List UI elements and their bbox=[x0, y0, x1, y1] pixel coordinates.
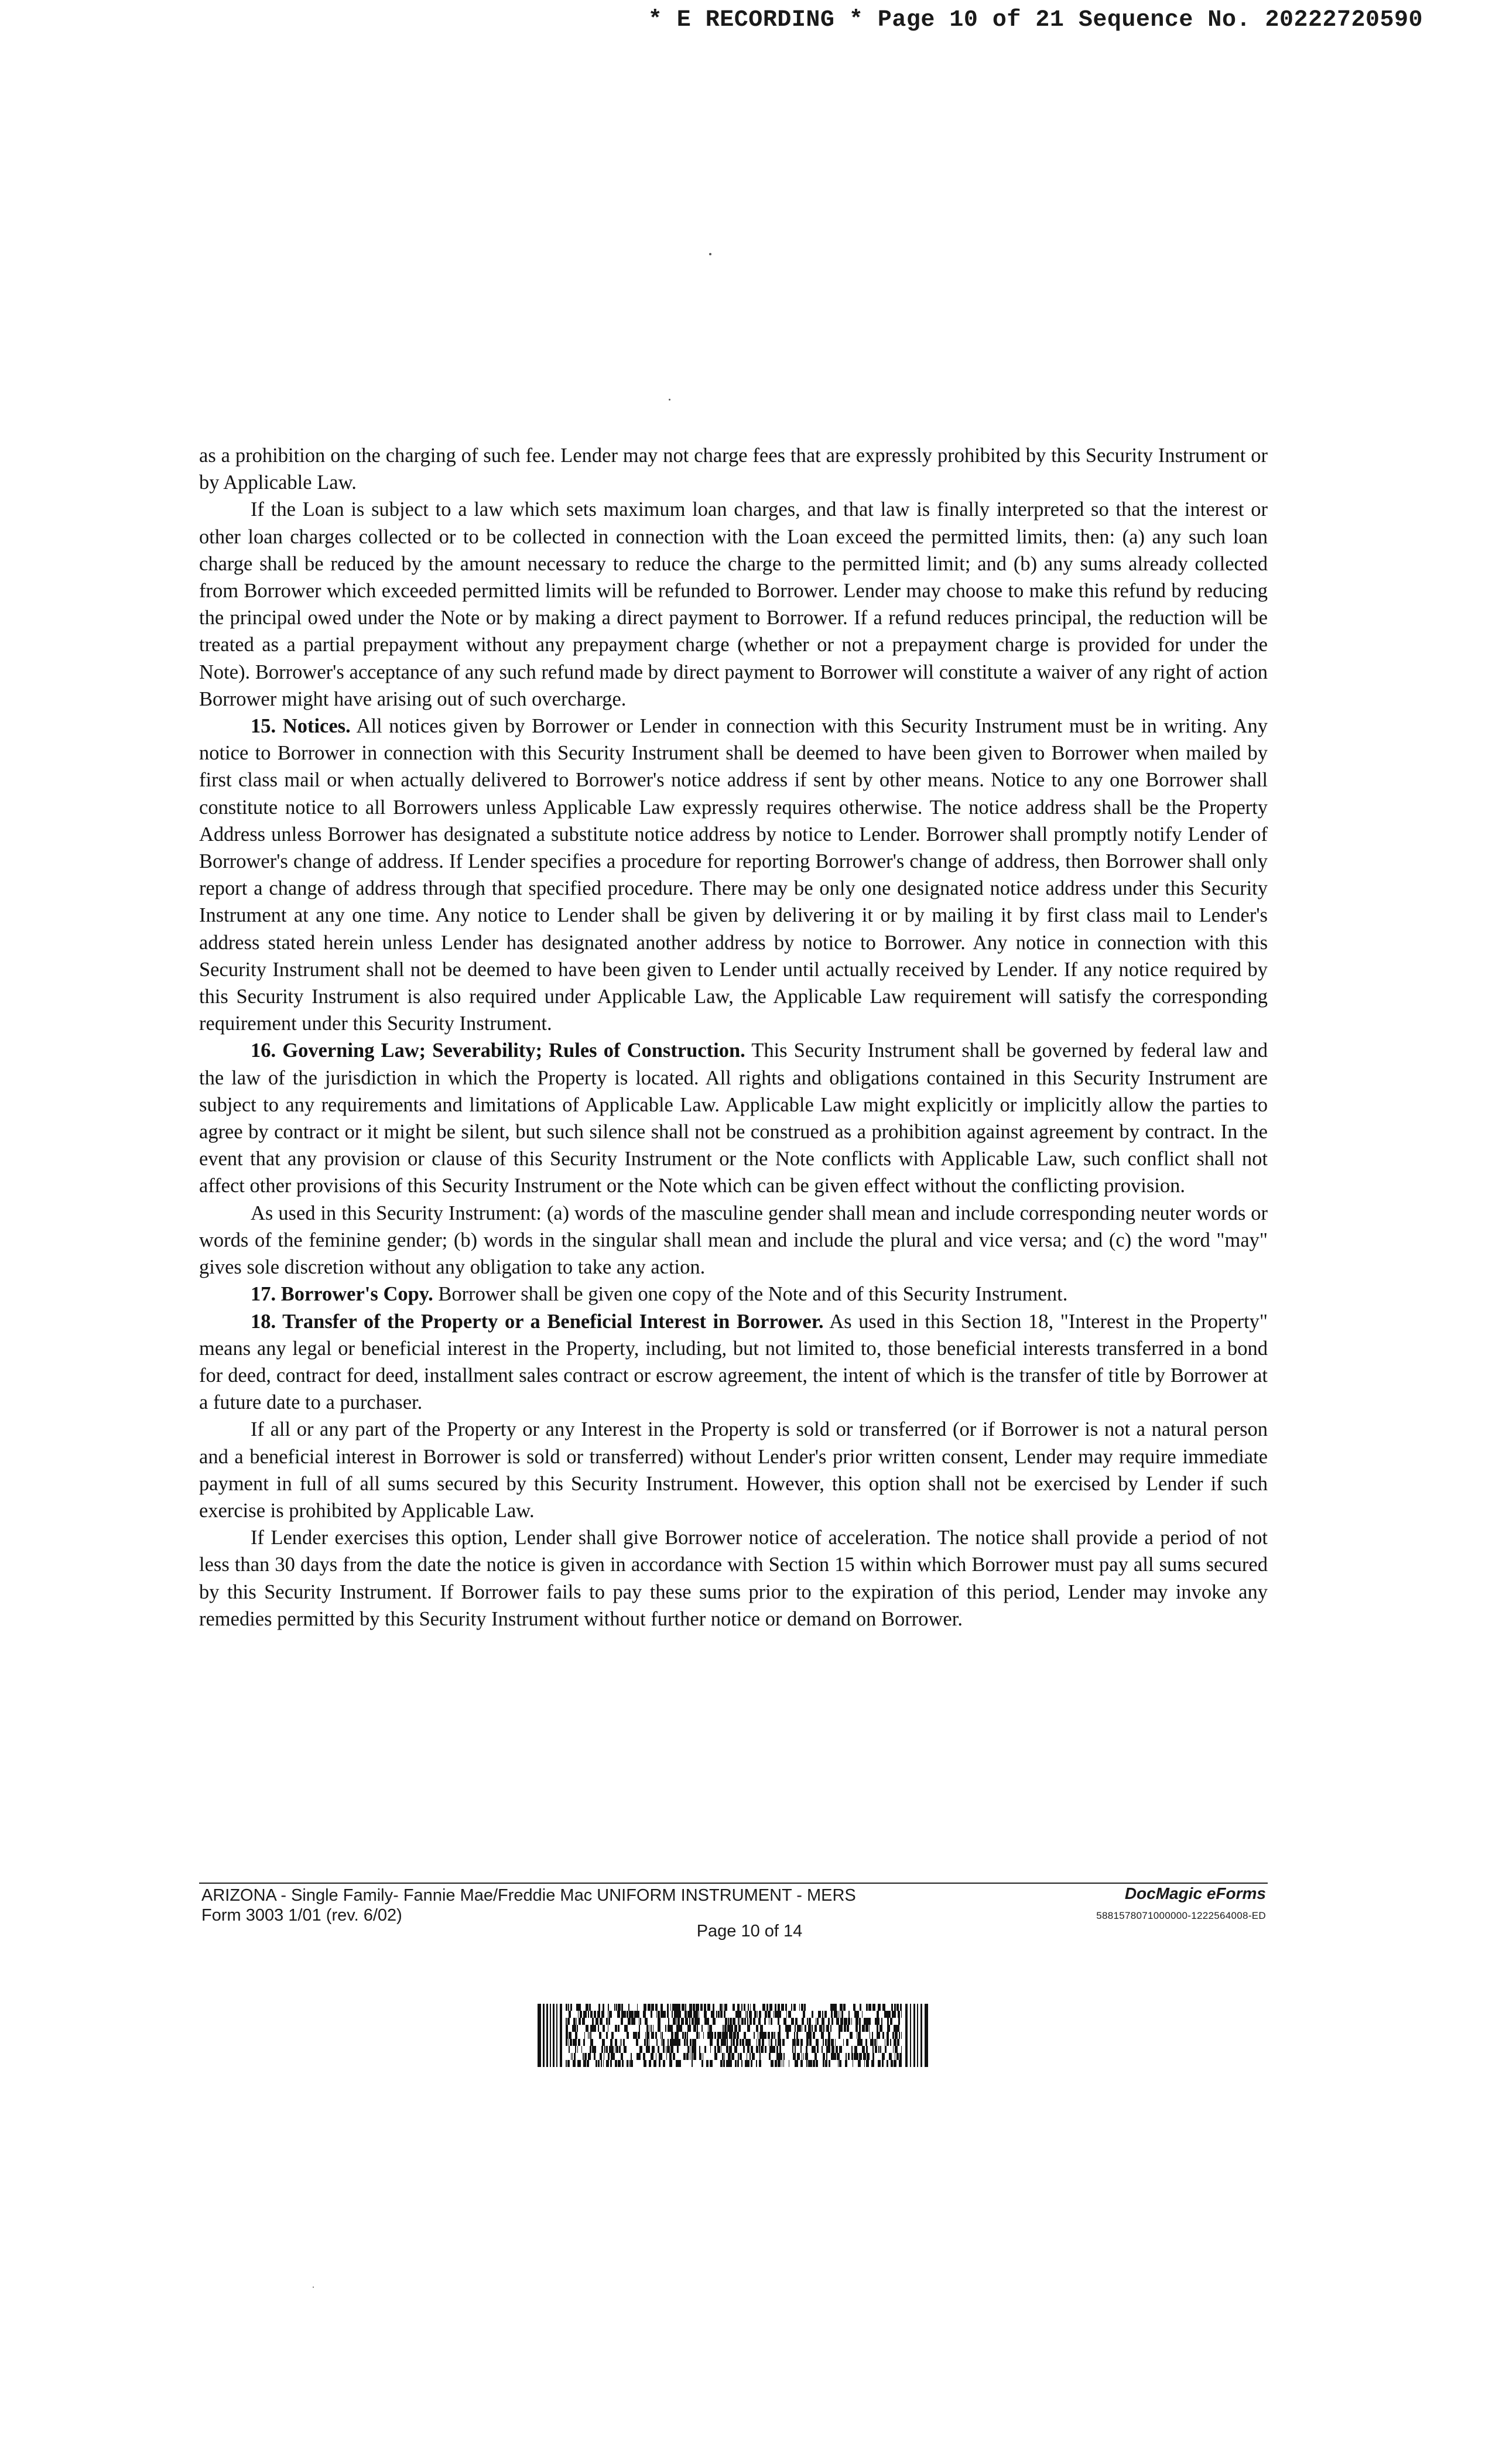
section-heading: 18. Transfer of the Property or a Beneficial Interest in Borrower. bbox=[251, 1310, 824, 1333]
docmagic-logo: DocMagic eForms bbox=[1124, 1884, 1266, 1902]
page-number: Page 10 of 14 bbox=[696, 1922, 803, 1941]
barcode-icon bbox=[538, 2004, 931, 2067]
scan-speck bbox=[669, 399, 670, 401]
scan-speck bbox=[709, 253, 711, 255]
paragraph: If Lender exercises this option, Lender shall give Borrower notice of acceleration. The notice shall provide a period of not less than 30 days from the date the notice is given in accordance with Section 15 within which Borrower must pay all sums secured by this Security Instrument. If Borrower fails to pay these sums prior to the expiration of this period, Lender may invoke any remedies permitted by this Security Instrument without further notice or demand on Borrower. bbox=[199, 1527, 1268, 1630]
section-text: As used in this Section 18, "Interest in the Property" means any legal or beneficial interest in the Property, including, but not limited to, those beneficial interests transferred in a bond for deed, contract for deed, installment sales contract or escrow agreement, the intent of which is the transfer of title by Borrower at a future date to a purchaser. bbox=[199, 1310, 1268, 1414]
section-heading: 17. Borrower's Copy. bbox=[251, 1283, 433, 1306]
paragraph: If the Loan is subject to a law which sets maximum loan charges, and that law is finally interpreted so that the interest or other loan charges collected or to be collected in connection with the Loan exceed the permitted limits, then: (a) any such loan charge shall be reduced by the amount necessary to reduce the charge to the permitted limit; and (b) any sums already collected from Borrower which exceeded permitted limits will be refunded to Borrower. Lender may choose to make this refund by reducing the principal owed under the Note or by making a direct payment to Borrower. If a refund reduces principal, the reduction will be treated as a partial prepayment without any prepayment charge (whether or not a prepayment charge is provided for under the Note). Borrower's acceptance of any such refund made by direct payment to Borrower will constitute a waiver of any right of action Borrower might have arising out of such overcharge. bbox=[199, 498, 1268, 710]
document-code: 5881578071000000-1222564008-ED bbox=[1096, 1910, 1266, 1921]
scan-speck bbox=[313, 2287, 314, 2288]
paragraph: as a prohibition on the charging of such fee. Lender may not charge fees that are expressly prohibited by this Security Instrument or by Applicable Law. bbox=[199, 444, 1268, 494]
section-18 bbox=[199, 1308, 1268, 1416]
footer-form-line2: Form 3003 1/01 (rev. 6/02) bbox=[201, 1906, 402, 1925]
paragraph: As used in this Security Instrument: (a) words of the masculine gender shall mean and include corresponding neuter words or words of the feminine gender; (b) words in the singular shall mean and include the plural and vice versa; and (c) the word "may" gives sole discretion without any obligation to take any action. bbox=[199, 1202, 1268, 1279]
footer-form-line1: ARIZONA - Single Family- Fannie Mae/Freddie Mac UNIFORM INSTRUMENT - MERS bbox=[201, 1886, 856, 1905]
section-text: Borrower shall be given one copy of the Note and of this Security Instrument. bbox=[438, 1283, 1068, 1306]
section-heading: 15. Notices. bbox=[251, 715, 351, 738]
paragraph: If all or any part of the Property or any Interest in the Property is sold or transferred (or if Borrower is not a natural person and a beneficial interest in Borrower is sold or transferred) without Lender's prior written consent, Lender may require immediate payment in full of all sums secured by this Security Instrument. However, this option shall not be exercised by Lender if such exercise is prohibited by Applicable Law. bbox=[199, 1418, 1268, 1522]
section-17 bbox=[199, 1281, 1268, 1308]
section-15 bbox=[199, 713, 1268, 1037]
footer-divider bbox=[199, 1883, 1268, 1884]
recording-stamp: * E RECORDING * Page 10 of 21 Sequence No. 20222720590 bbox=[648, 7, 1423, 33]
section-text: All notices given by Borrower or Lender in connection with this Security Instrument must be in writing. Any notice to Borrower in connection with this Security Instrument shall be deemed to have been given to Borrower when mailed by first class mail or when actually delivered to Borrower's notice address if sent by other means. Notice to any one Borrower shall constitute notice to all Borrowers unless Applicable Law expressly requires otherwise. The notice address shall be the Property Address unless Borrower has designated a substitute notice address by notice to Lender. Borrower shall promptly notify Lender of Borrower's change of address. If Lender specifies a procedure for reporting Borrower's change of address, then Borrower shall only report a change of address through that specified procedure. There may be only one designated notice address under this Security Instrument at any one time. Any notice to Lender shall be given by delivering it or by mailing it by first class mail to Lender's address stated herein unless Lender has designated another address by notice to Borrower. Any notice in connection with this Security Instrument shall not be deemed to have been given to Lender until actually received by Lender. If any notice required by this Security Instrument is also required under Applicable Law, the Applicable Law requirement will satisfy the corresponding requirement under this Security Instrument. bbox=[199, 715, 1268, 1035]
section-heading: 16. Governing Law; Severability; Rules of Construction. bbox=[251, 1039, 745, 1062]
section-text: This Security Instrument shall be governed by federal law and the law of the jurisdiction in which the Property is located. All rights and obligations contained in this Security Instrument are subject to any requirements and limitations of Applicable Law. Applicable Law might explicitly or implicitly allow the parties to agree by contract or it might be silent, but such silence shall not be construed as a prohibition against agreement by contract. In the event that any provision or clause of this Security Instrument or the Note conflicts with Applicable Law, such conflict shall not affect other provisions of this Security Instrument or the Note which can be given effect without the conflicting provision. bbox=[199, 1039, 1268, 1197]
footer-form-info bbox=[201, 1885, 856, 1925]
section-16 bbox=[199, 1037, 1268, 1199]
document-body bbox=[199, 442, 1268, 1633]
